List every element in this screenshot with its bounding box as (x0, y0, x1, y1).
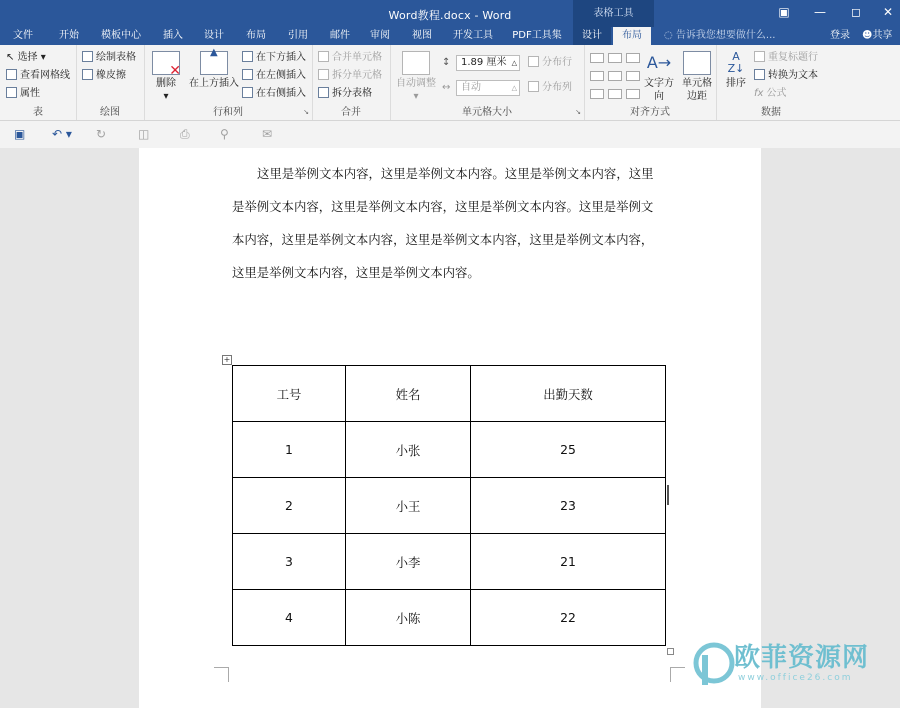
row-height-input[interactable]: 1.89 厘米 △ (456, 55, 520, 71)
insert-below-icon (242, 51, 253, 62)
delete-button[interactable]: ✕ 删除 ▾ (150, 51, 182, 103)
sort-button[interactable]: A Z↓ 排序 (720, 51, 752, 90)
align-middle-left-icon[interactable] (590, 71, 604, 81)
tab-design[interactable]: 设计 (204, 30, 224, 41)
group-alignment (584, 45, 717, 120)
group-label-cell-size: 单元格大小 (462, 107, 512, 118)
distribute-rows-button[interactable]: 分布行 (528, 55, 572, 71)
split-table-button[interactable]: 拆分表格 (318, 86, 372, 102)
split-cells-icon (318, 69, 329, 80)
table-header-cell[interactable]: 出勤天数 (471, 366, 666, 422)
maximize-icon[interactable]: ◻ (851, 5, 861, 19)
table-cell[interactable]: 22 (471, 590, 666, 646)
align-top-center-icon[interactable] (608, 53, 622, 63)
table-row (233, 422, 666, 478)
table-cell[interactable]: 21 (471, 534, 666, 590)
table-cell[interactable]: 1 (233, 422, 346, 478)
tab-layout-page[interactable]: 布局 (246, 30, 266, 41)
view-gridlines-button[interactable]: 查看网格线 (6, 68, 70, 84)
split-table-icon (318, 87, 329, 98)
fx-icon: fx (754, 88, 764, 99)
eraser-icon (82, 69, 93, 80)
draw-table-button[interactable]: 绘制表格 (82, 50, 136, 66)
paragraph-line: 这里是举例文本内容，这里是举例文本内容。 (232, 265, 480, 280)
column-boundary-marker[interactable] (667, 485, 669, 505)
eraser-button[interactable]: 橡皮擦 (82, 68, 126, 84)
paragraph-line: 是举例文本内容，这里是举例文本内容，这里是举例文本内容。这里是举例文 (232, 199, 654, 214)
cell-margins-button[interactable]: 单元格 边距 (680, 51, 714, 103)
table-resize-handle[interactable] (667, 648, 674, 655)
tab-view[interactable]: 视图 (412, 30, 432, 41)
print-icon[interactable]: ⎙ (180, 127, 190, 141)
tab-mailings[interactable]: 邮件 (330, 30, 350, 41)
column-width-icon: ↔ (442, 82, 451, 93)
merge-cells-icon (318, 51, 329, 62)
group-label-alignment: 对齐方式 (630, 107, 670, 118)
spin-arrows-icon[interactable]: △ (511, 59, 517, 67)
text-direction-icon: A→ (646, 53, 672, 72)
two-pages-icon[interactable]: ◫ (138, 127, 150, 141)
table-row (233, 590, 666, 646)
watermark-url: www.office26.com (738, 673, 853, 683)
insert-right-icon (242, 87, 253, 98)
login-button[interactable]: 登录 (830, 30, 850, 41)
group-label-merge: 合并 (341, 107, 361, 118)
pencil-icon (82, 51, 93, 62)
watermark-logo-icon (692, 635, 736, 693)
share-button[interactable]: ☻共享 (862, 30, 893, 41)
table-cell[interactable]: 小李 (346, 534, 471, 590)
tab-developer[interactable]: 开发工具 (453, 30, 493, 41)
group-draw (76, 45, 145, 120)
undo-icon[interactable]: ↶ ▾ (52, 127, 72, 141)
text-direction-button[interactable]: A→ 文字方向 (644, 53, 674, 102)
table-cell[interactable]: 4 (233, 590, 346, 646)
title-bar (0, 0, 900, 27)
tab-table-layout[interactable]: 布局 (613, 27, 651, 46)
tab-table-design[interactable]: 设计 (573, 27, 611, 45)
paragraph-line: 本内容，这里是举例文本内容，这里是举例文本内容，这里是举例文本内容， (232, 232, 654, 247)
tab-references[interactable]: 引用 (288, 30, 308, 41)
document-page[interactable] (139, 148, 761, 708)
autofit-icon (402, 51, 430, 75)
distribute-columns-icon (528, 81, 539, 92)
table-move-handle-icon[interactable]: + (223, 355, 231, 364)
align-bottom-center-icon[interactable] (608, 89, 622, 99)
rows-columns-launcher-icon[interactable]: ↘ (303, 108, 309, 116)
sort-az-icon: A Z↓ (727, 50, 745, 75)
tab-template-center[interactable]: 模板中心 (101, 30, 141, 41)
cell-margins-icon (683, 51, 711, 75)
insert-left-icon (242, 69, 253, 80)
tab-file[interactable]: 文件 (13, 30, 33, 41)
table-cell[interactable]: 小陈 (346, 590, 471, 646)
convert-to-text-button[interactable]: 转换为文本 (754, 68, 818, 84)
convert-to-text-icon (754, 69, 765, 80)
tab-home[interactable]: 开始 (59, 30, 79, 41)
body-paragraph[interactable] (232, 157, 672, 289)
repeat-header-rows-button[interactable]: 重复标题行 (754, 50, 818, 66)
open-icon[interactable]: ✉ (262, 127, 273, 141)
delete-table-icon: ✕ (152, 51, 180, 75)
quick-access-toolbar (0, 121, 900, 148)
person-icon: ☻ (862, 30, 873, 41)
group-data (716, 45, 826, 120)
column-width-input[interactable]: 自动 △ (456, 80, 520, 96)
insert-right-button[interactable]: 在右侧插入 (242, 86, 306, 102)
align-center-icon[interactable] (608, 71, 622, 81)
merge-cells-button[interactable]: 合并单元格 (318, 50, 382, 66)
minimize-icon[interactable]: — (814, 5, 826, 19)
print-preview-icon[interactable]: ⚲ (220, 127, 229, 141)
autofit-button[interactable]: 自动调整 ▾ (394, 51, 438, 103)
distribute-rows-icon (528, 56, 539, 67)
cell-size-launcher-icon[interactable]: ↘ (575, 108, 581, 116)
margin-corner-mark (214, 667, 229, 682)
align-top-left-icon[interactable] (590, 53, 604, 63)
save-icon[interactable]: ▣ (14, 127, 26, 141)
attendance-table[interactable] (232, 365, 666, 646)
table-cell[interactable]: 小张 (346, 422, 471, 478)
group-label-table: 表 (33, 107, 43, 118)
cursor-arrow-icon: ↖ (6, 52, 18, 63)
table-cell[interactable]: 25 (471, 422, 666, 478)
group-table (0, 45, 77, 120)
insert-left-button[interactable]: 在左侧插入 (242, 68, 306, 84)
table-properties-icon (6, 87, 17, 98)
align-bottom-left-icon[interactable] (590, 89, 604, 99)
insert-below-button[interactable]: 在下方插入 (242, 50, 306, 66)
split-cells-button[interactable]: 拆分单元格 (318, 68, 382, 84)
formula-button[interactable]: fx 公式 (754, 88, 787, 99)
align-bottom-right-icon[interactable] (626, 89, 640, 99)
paragraph-line: 这里是举例文本内容，这里是举例文本内容。这里是举例文本内容，这里 (257, 166, 654, 181)
table-header-cell[interactable]: 姓名 (346, 366, 471, 422)
spin-arrows-icon[interactable]: △ (511, 84, 517, 92)
group-rows-columns (144, 45, 313, 120)
close-icon[interactable]: ✕ (882, 5, 894, 19)
group-label-data: 数据 (761, 107, 781, 118)
table-header-row (233, 366, 666, 422)
window-title: Word教程.docx - Word (388, 9, 512, 22)
table-cell[interactable]: 23 (471, 478, 666, 534)
lightbulb-icon: ◌ (664, 30, 676, 41)
distribute-columns-button[interactable]: 分布列 (528, 80, 572, 96)
table-cell[interactable]: 3 (233, 534, 346, 590)
align-middle-right-icon[interactable] (626, 71, 640, 81)
watermark-text: 欧菲资源网 (734, 643, 870, 673)
group-label-rows-columns: 行和列 (213, 107, 243, 118)
table-row (233, 534, 666, 590)
tab-pdf-tools[interactable]: PDF工具集 (512, 30, 562, 41)
table-row (233, 478, 666, 534)
ribbon (0, 45, 900, 121)
redo-icon[interactable]: ↻ (96, 127, 107, 141)
select-button[interactable]: ↖ 选择 ▾ (6, 52, 46, 63)
margin-corner-mark (670, 667, 685, 682)
group-label-draw: 绘图 (100, 107, 120, 118)
group-cell-size (390, 45, 585, 120)
align-top-right-icon[interactable] (626, 53, 640, 63)
table-cell[interactable]: 小王 (346, 478, 471, 534)
row-height-icon: ↕ (442, 57, 451, 68)
properties-button[interactable]: 属性 (6, 86, 40, 102)
ribbon-display-options-icon[interactable]: ▣ (778, 5, 790, 19)
gridlines-icon (6, 69, 17, 80)
insert-above-button[interactable]: ▲ 在上方插入 (189, 47, 239, 89)
repeat-header-icon (754, 51, 765, 62)
tab-insert[interactable]: 插入 (163, 30, 183, 41)
table-cell[interactable]: 2 (233, 478, 346, 534)
tab-review[interactable]: 审阅 (370, 30, 390, 41)
table-header-cell[interactable]: 工号 (233, 366, 346, 422)
table-tools-header: 表格工具 (573, 0, 654, 27)
tell-me-search[interactable]: ◌ 告诉我您想要做什么... (664, 30, 776, 41)
watermark (692, 635, 900, 697)
group-merge (312, 45, 391, 120)
insert-above-icon: ▲ (200, 51, 228, 75)
